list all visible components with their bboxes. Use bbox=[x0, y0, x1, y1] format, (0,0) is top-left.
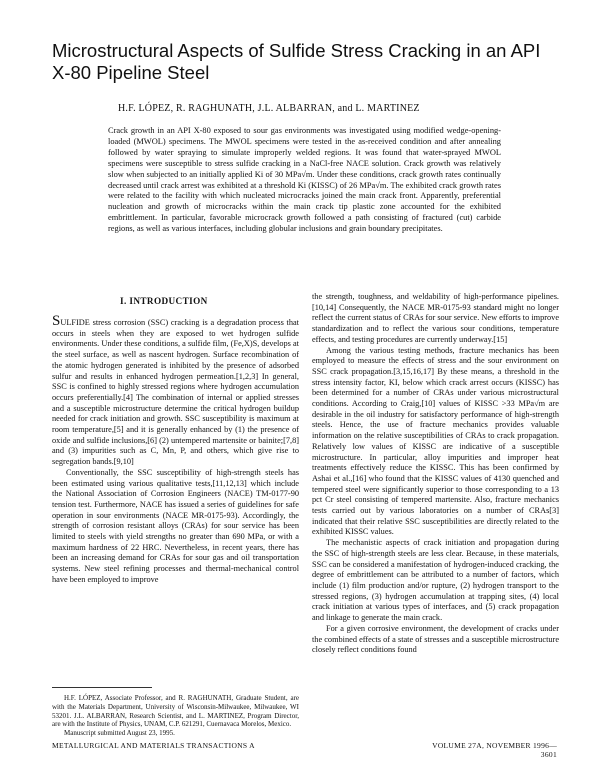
left-column bbox=[52, 313, 299, 586]
author-list: H.F. LÓPEZ, R. RAGHUNATH, J.L. ALBARRAN, and L. MARTINEZ bbox=[118, 103, 420, 114]
journal-name: METALLURGICAL AND MATERIALS TRANSACTIONS A bbox=[52, 741, 255, 750]
author-footnote bbox=[52, 694, 299, 738]
abstract: Crack growth in an API X-80 exposed to sour gas environments was investigated using modified wedge-opening-loaded (MWOL) specimens. The MWOL specimens were tested in the as-received condition and after annealing followed by water spraying to simulate improperly welded regions. It was found that water-sprayed MWOL specimens were susceptible to stress sulfide cracking in a NaCl-free NACE solution. Crack growth was relatively slow when subjected to an initially applied Ki of 30 MPa√m. Under these conditions, crack growth rates continually decreased until crack arrest was exhibited at a threshold Ki (KISSC) of 26 MPa√m. The exhibited crack growth rates were related to the facility with which nucleated microcracks joined the main crack front. Apparently, preferential nucleation and growth of microcracks within the main crack tip plastic zone accounted for the exhibited embrittlement. In particular, favorable microcrack growth followed a path consisting of fractured (cut) carbide regions, as well as various interfaces, including globular inclusions and grain boundary precipitates. bbox=[108, 126, 501, 234]
intro-paragraph-1-text: ULFIDE stress corrosion (SSC) cracking is a degradation process that occurs in steels when they are exposed to wet hydrogen sulfide environments. Under these conditions, a sulfide film, (Fe,X)S, develops at the steel surface, as well as nascent hydrogen. Surface recombination of the atomic hydrogen generated is inhibited by the presence of adsorbed sulfur and results in enhanced hydrogen permeation.[1,2,3] In general, SSC is confined to highly stressed regions where hydrogen accumulation occurs preferentially.[4] The combination of internal or applied stresses and a susceptible microstructure determine the critical hydrogen buildup needed for crack initiation and growth. SSC susceptibility is maximum at room temperature,[5] and it is generally enhanced by (1) the presence of oxide and sulfide inclusions,[6] (2) untempered martensite or bainite;[7,8] and (3) impurities such as C, Mn, P, and others, which give rise to segregation bands.[9,10] bbox=[52, 318, 299, 467]
footnote-affiliations: H.F. LÓPEZ, Associate Professor, and R. RAGHUNATH, Graduate Student, are with the Materials Department, University of Wisconsin-Milwaukee, Milwaukee, WI 53201. J.L. ALBARRAN, Research Scientist, and L. MARTINEZ, Program Director, are with the Institute of Physics, UNAM, C.P. 621291, Cuernavaca Morelos, Mexico. bbox=[52, 694, 299, 729]
intro-paragraph-2: Conventionally, the SSC susceptibility of high-strength steels has been estimated using various qualitative tests,[11,12,13] which include the National Association of Corrosion Engineers (NACE) TM-0177-90 tension test. Furthermore, NACE has issued a series of guidelines for safe operation in sour environments (NACE MR-0175-93). Accordingly, the strength of corrosion resistant alloys (CRAs) for sour service has been limited to steels with yield strengths no greater than 690 MPa, or with a maximum hardness of 22 HRC. Nevertheless, in recent years, there has been an increasing demand for CRAs for sour gas and oil transportation systems. New steel refining processes and thermal-mechanical control have been employed to improve bbox=[52, 467, 299, 584]
footnote-divider bbox=[52, 687, 152, 688]
right-column bbox=[312, 292, 559, 656]
footnote-submission: Manuscript submitted August 23, 1995. bbox=[64, 729, 175, 738]
volume-page: VOLUME 27A, NOVEMBER 1996—3601 bbox=[432, 741, 557, 759]
section-heading: I. INTRODUCTION bbox=[120, 296, 208, 306]
drop-cap: S bbox=[52, 313, 61, 329]
paper-title: Microstructural Aspects of Sulfide Stress Cracking in an API X-80 Pipeline Steel bbox=[52, 40, 541, 83]
intro-paragraph-3: the strength, toughness, and weldability of high-performance pipelines.[10,14] Consequently, the NACE MR-0175-93 standard might no longer reflect the current status of CRAs for sour service. New efforts to improve standardization and to reflect the various sour conditions, temperature effects, and testing procedures are currently underway.[15] bbox=[312, 292, 559, 344]
intro-paragraph-5: The mechanistic aspects of crack initiation and propagation during the SSC of high-strength steels are less clear. Because, in these materials, SSC can be considered a manifestation of hydrogen-induced cracking, the degree of embrittlement can be attributed to a number of factors, which include (1) film production and/or rupture, (2) hydrogen transport to the stressed regions, (3) hydrogen accumulation at trapping sites, (4) local crack initiation at various types of interfaces, and (5) crack propagation and linkage to generate the main crack. bbox=[312, 538, 559, 623]
intro-paragraph-4: Among the various testing methods, fracture mechanics has been employed to measure the effects of stress and the sour environment on SSC crack propagation.[3,15,16,17] By these means, a threshold in the stress intensity factor, KI, below which crack arrest occurs (KISSC) has been determined for a number of CRAs under various microstructural conditions. According to Craig,[10] values of KISSC >33 MPa√m are desirable in the oil industry for satisfactory performance of high-strength steels. Hence, the use of fracture mechanics provides valuable information on the relative susceptibilities of CRAs to crack propagation. Relatively low values of KISSC are indicative of a susceptible microstructure. In particular, alloy impurities and improper heat treatments effectively reduce the KISSC. This has been confirmed by Ashai et al.,[16] who found that the KISSC values of 4130 quenched and tempered steel were significantly superior to those corresponding to a 13 pct Cr steel consisting of tempered martensite. Also, fracture mechanics tests carried out by various laboratories on a number of CRAs[3] indicated that their relative SSC susceptibilities are directly related to the exhibited KISSC values. bbox=[312, 345, 559, 537]
intro-paragraph-1 bbox=[52, 313, 299, 468]
intro-paragraph-6: For a given corrosive environment, the development of cracks under the combined effects of a state of stresses and a susceptible microstructure closely reflect conditions found bbox=[312, 623, 559, 655]
